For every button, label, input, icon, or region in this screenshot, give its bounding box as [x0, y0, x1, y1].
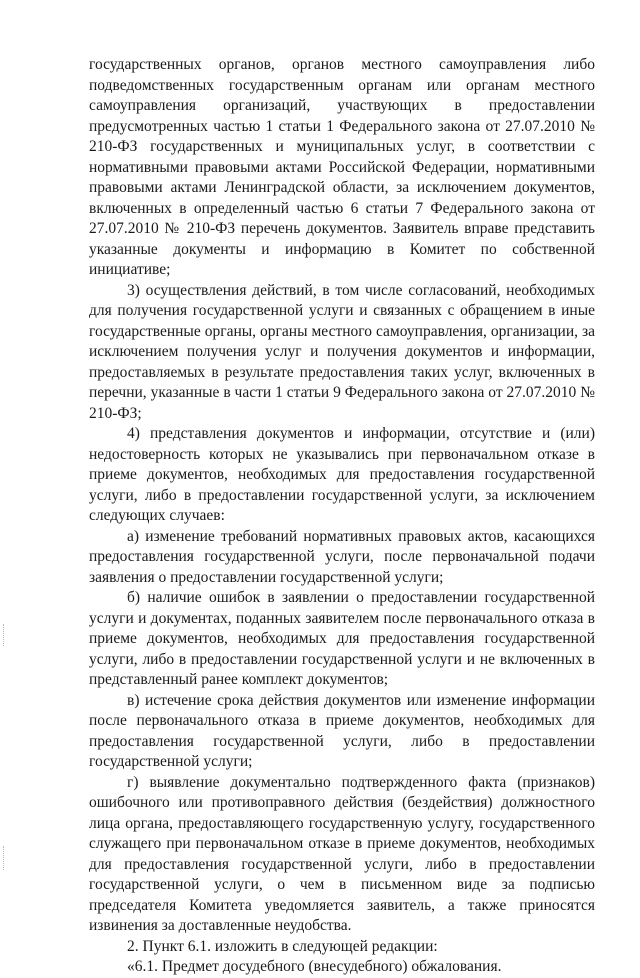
scan-margin-mark-lower [3, 846, 6, 870]
paragraph-subitem-v: в) истечение срока действия документов или изменение информации после первоначального отказа в приеме документов, необходимых для предоставления государственной услуги, либо в предоставлении государственной услуги; [89, 691, 595, 770]
paragraph-section-6-1: «6.1. Предмет досудебного (внесудебного) обжалования. [127, 958, 502, 975]
paragraph-continuation: государственных органов, органов местного самоуправления либо подведомственных государственным органам или органам местного самоуправления организаций, участвующих в предоставлении предусмотренных частью 1 статьи 1 Федерального закона от 27.07.2010 № 210-ФЗ государственных и муниципальных услуг, в соответствии с нормативными правовыми актами Российской Федерации, нормативными правовыми актами Ленинградской области, за исключением документов, включенных в определенный частью 6 статьи 7 Федерального закона от 27.07.2010 № 210-ФЗ перечень документов. Заявитель вправе представить указанные документы и информацию в Комитет по собственной инициативе; [89, 56, 595, 278]
paragraph-subitem-g: г) выявление документально подтвержденного факта (признаков) ошибочного или противоправного действия (бездействия) должностного лица органа, предоставляющего государственную услугу, государственного служащего при первоначальном отказе в приеме документов, необходимых для предоставления государственной услуги, либо в предоставлении государственной услуги, о чем в письменном виде за подписью председателя Комитета уведомляется заявитель, а также приносятся извинения за доставленные неудобства. [89, 773, 595, 934]
paragraph-point-2: 2. Пункт 6.1. изложить в следующей редакции: [127, 937, 438, 955]
document-page [89, 55, 595, 978]
paragraph-item-4: 4) представления документов и информации, отсутствие и (или) недостоверность которых не указывались при первоначальном отказе в приеме документов, необходимых для предоставления государственной услуги, либо в предоставлении государственной услуги, за исключением следующих случаев: [89, 425, 595, 524]
paragraph-subitem-a: а) изменение требований нормативных правовых актов, касающихся предоставления государственной услуги, после первоначальной подачи заявления о предоставлении государственной услуги; [89, 527, 595, 586]
scan-margin-mark-upper [3, 624, 6, 646]
paragraph-subitem-b: б) наличие ошибок в заявлении о предоставлении государственной услуги и документах, поданных заявителем после первоначального отказа в приеме документов, необходимых для предоставления государственной услуги, либо в предоставлении государственной услуги и не включенных в представленный ранее комплект документов; [89, 589, 595, 688]
paragraph-item-3: 3) осуществления действий, в том числе согласований, необходимых для получения государственной услуги и связанных с обращением в иные государственные органы, органы местного самоуправления, организации, за исключением получения услуг и получения документов и информации, предоставляемых в результате предоставления таких услуг, включенных в перечни, указанные в части 1 статьи 9 Федерального закона от 27.07.2010 № 210-ФЗ; [89, 281, 595, 422]
